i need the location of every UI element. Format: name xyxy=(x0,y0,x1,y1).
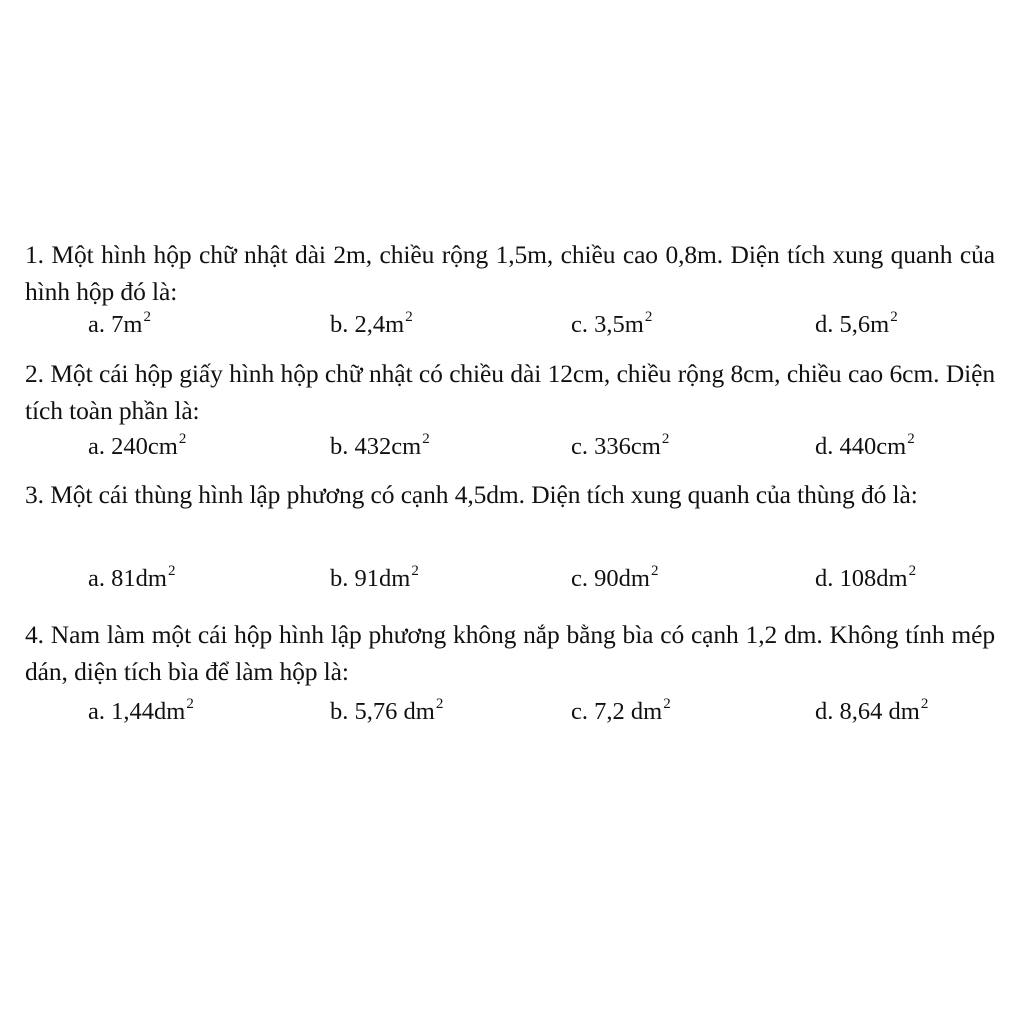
q2-option-d-exp: 2 xyxy=(907,431,915,447)
q1-option-c-prefix: c. xyxy=(571,311,595,338)
q4-option-d xyxy=(815,698,928,726)
q2-option-b-prefix: b. xyxy=(330,433,355,460)
q2-option-d-prefix: d. xyxy=(815,433,840,460)
q2-option-b xyxy=(330,433,430,461)
q1-option-a-exp: 2 xyxy=(143,309,151,325)
q3-option-d-exp: 2 xyxy=(908,563,917,579)
q2-option-b-exp: 2 xyxy=(422,431,430,447)
q4-option-b-prefix: b. xyxy=(330,698,355,725)
q3-option-a xyxy=(88,565,175,593)
q4-option-a xyxy=(88,698,194,726)
q1-option-a-value: 7m xyxy=(111,311,143,338)
q2-option-d-value: 440cm xyxy=(839,433,907,460)
q2-option-c-exp: 2 xyxy=(661,431,670,447)
q3-option-b xyxy=(330,565,419,593)
question-1-text: 1. Một hình hộp chữ nhật dài 2m, chiều rộng 1,5m, chiều cao 0,8m. Diện tích xung quanh của hình hộp đó là: xyxy=(25,240,995,306)
question-2-text: 2. Một cái hộp giấy hình hộp chữ nhật có chiều dài 12cm, chiều rộng 8cm, chiều cao 6cm. Diện tích toàn phần là: xyxy=(25,359,995,425)
q2-option-a-value: 240cm xyxy=(111,433,178,460)
q4-option-b-value: 5,76 dm xyxy=(354,698,435,725)
q2-option-a xyxy=(88,433,186,461)
question-3-options xyxy=(0,565,1024,599)
q3-option-b-prefix: b. xyxy=(330,565,355,592)
q4-option-d-exp: 2 xyxy=(920,696,929,712)
q1-option-a-prefix: a. xyxy=(88,311,112,338)
q1-option-c-value: 3,5m xyxy=(594,311,644,338)
q3-option-d-value: 108dm xyxy=(839,565,908,592)
q2-option-b-value: 432cm xyxy=(354,433,422,460)
q3-option-d xyxy=(815,565,916,593)
q3-option-b-exp: 2 xyxy=(411,563,419,579)
q1-option-d-prefix: d. xyxy=(815,311,840,338)
q4-option-a-prefix: a. xyxy=(88,698,112,725)
q3-option-c-value: 90dm xyxy=(594,565,650,592)
q1-option-b xyxy=(330,311,413,339)
q1-option-b-value: 2,4m xyxy=(354,311,405,338)
q4-option-c xyxy=(571,698,671,726)
question-4-text: 4. Nam làm một cái hộp hình lập phương không nắp bằng bìa có cạnh 1,2 dm. Không tính mép dán, diện tích bìa để làm hộp là: xyxy=(25,620,995,686)
q1-option-c xyxy=(571,311,652,339)
question-2-options xyxy=(0,433,1024,467)
q1-option-d-exp: 2 xyxy=(890,309,898,325)
q2-option-d xyxy=(815,433,915,461)
q4-option-c-prefix: c. xyxy=(571,698,595,725)
q2-option-c-value: 336cm xyxy=(594,433,661,460)
q2-option-a-exp: 2 xyxy=(178,431,187,447)
q3-option-a-exp: 2 xyxy=(167,563,176,579)
q3-option-a-prefix: a. xyxy=(88,565,112,592)
q4-option-d-prefix: d. xyxy=(815,698,840,725)
q4-option-a-value: 1,44dm xyxy=(111,698,186,725)
question-4-options xyxy=(0,698,1024,732)
q3-option-a-value: 81dm xyxy=(111,565,167,592)
q4-option-c-exp: 2 xyxy=(663,696,671,712)
q2-option-a-prefix: a. xyxy=(88,433,112,460)
q1-option-b-prefix: b. xyxy=(330,311,355,338)
question-3-text: 3. Một cái thùng hình lập phương có cạnh 4,5dm. Diện tích xung quanh của thùng đó là: xyxy=(25,480,918,509)
q2-option-c-prefix: c. xyxy=(571,433,595,460)
q2-option-c xyxy=(571,433,669,461)
q4-option-d-value: 8,64 dm xyxy=(839,698,920,725)
q1-option-d-value: 5,6m xyxy=(839,311,890,338)
q3-option-c-prefix: c. xyxy=(571,565,595,592)
q1-option-b-exp: 2 xyxy=(405,309,413,325)
q1-option-d xyxy=(815,311,898,339)
q3-option-c xyxy=(571,565,658,593)
q3-option-d-prefix: d. xyxy=(815,565,840,592)
q4-option-c-value: 7,2 dm xyxy=(594,698,663,725)
q4-option-b-exp: 2 xyxy=(435,696,444,712)
question-1-options xyxy=(0,311,1024,345)
q1-option-a xyxy=(88,311,151,339)
q3-option-b-value: 91dm xyxy=(354,565,411,592)
q3-option-c-exp: 2 xyxy=(650,563,659,579)
q4-option-b xyxy=(330,698,443,726)
q1-option-c-exp: 2 xyxy=(644,309,653,325)
q4-option-a-exp: 2 xyxy=(186,696,194,712)
